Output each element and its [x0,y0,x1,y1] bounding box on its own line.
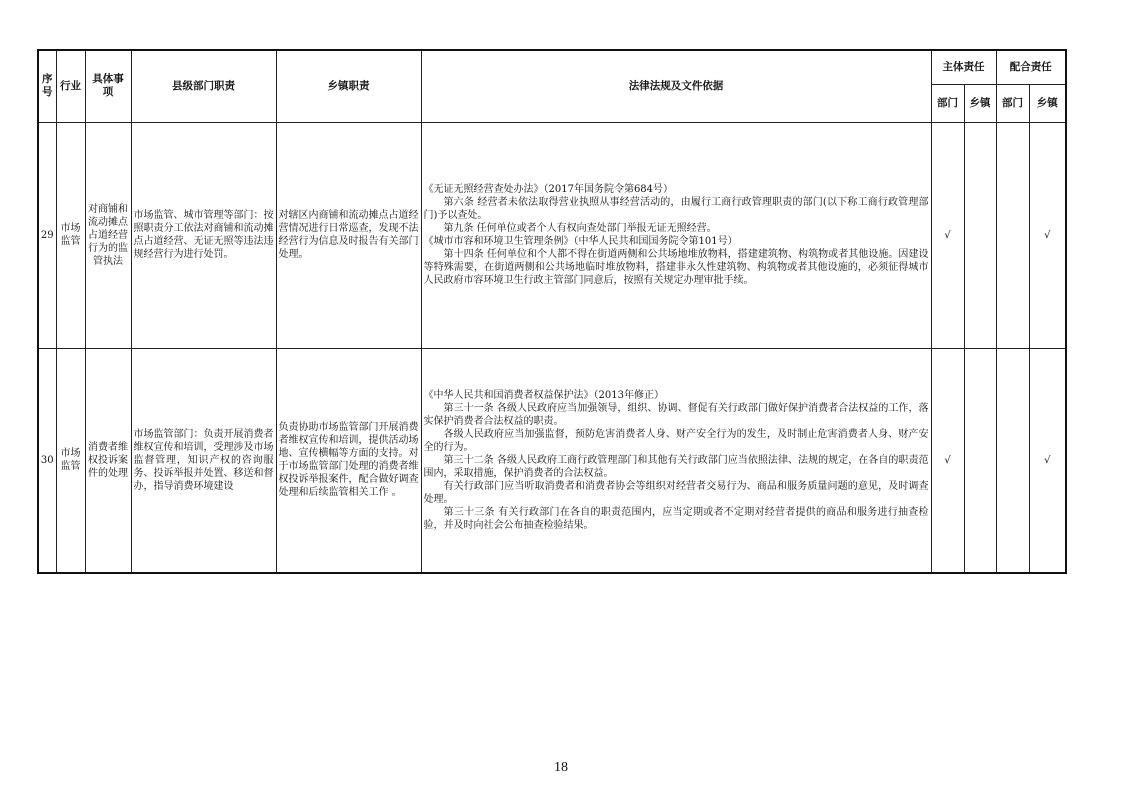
row-industry: 市场监管 [56,122,85,348]
coop-town-check: √ [1029,122,1066,348]
main-dept-check: √ [931,348,964,573]
coop-dept-check [996,122,1029,348]
main-town-check [964,122,996,348]
header-county-duty: 县级部门职责 [131,50,276,122]
law-article: 各级人民政府应当加强监督，预防危害消费者人身、财产安全行为的发生，及时制止危害消费者人身、财产安全的行为。 [423,428,929,453]
main-dept-check: √ [931,122,964,348]
row-seq: 29 [38,122,56,348]
row-seq: 30 [38,348,56,573]
header-row-1 [38,50,1066,84]
row-county-duty: 市场监管、城市管理等部门：按照职责分工依法对商铺和流动摊点占道经营、无证无照等违法违规经营行为进行处罚。 [131,122,276,348]
header-coop-town: 乡镇 [1029,84,1066,122]
law-title: 《中华人民共和国消费者权益保护法》（2013年修正） [423,389,664,401]
law-article: 有关行政部门应当听取消费者和消费者协会等组织对经营者交易行为、商品和服务质量问题的意见，及时调查处理。 [423,480,929,505]
row-town-duty: 负责协助市场监管部门开展消费者维权宣传和培训，提供活动场地、宣传横幅等方面的支持。对于市场监管部门处理的消费者维权投诉举报案件，配合做好调查处理和后续监管相关工作 。 [276,348,421,573]
row-item: 对商铺和流动摊点占道经营行为的监管执法 [85,122,131,348]
coop-dept-check [996,348,1029,573]
header-main-dept: 部门 [931,84,964,122]
header-main-resp: 主体责任 [931,50,996,84]
header-seq: 序号 [38,50,56,122]
row-town-duty: 对辖区内商铺和流动摊点占道经营情况进行日常巡查，发现不法经营行为信息及时报告有关部门处理。 [276,122,421,348]
table-row [38,122,1066,348]
law-article: 第十四条 任何单位和个人都不得在街道两侧和公共场地堆放物料，搭建建筑物、构筑物或者其他设施。因建设等特殊需要，在街道两侧和公共场地临时堆放物料，搭建非永久性建筑物、构筑物或者其他设施的，必须征得城市人民政府市容环境卫生行政主管部门同意后，按照有关规定办理审批手续。 [423,249,929,286]
row-industry: 市场监管 [56,348,85,573]
header-coop-dept: 部门 [996,84,1029,122]
table-row [38,348,1066,573]
law-title: 《无证无照经营查处办法》（2017年国务院令第684号） [423,184,674,195]
row-item: 消费者维权投诉案件的处理 [85,348,131,573]
row-legal-basis [421,348,931,573]
law-article: 第六条 经营者未依法取得营业执照从事经营活动的，由履行工商行政管理职责的部门(以下称工商行政管理部门)予以查处。 [423,197,929,221]
header-town-duty: 乡镇职责 [276,50,421,122]
law-title: 《城市市容和环境卫生管理条例》（中华人民共和国国务院令第101号） [423,236,738,247]
page-number: 18 [554,760,568,775]
law-article: 第三十一条 各级人民政府应当加强领导，组织、协调、督促有关行政部门做好保护消费者合法权益的工作，落实保护消费者合法权益的职责。 [423,402,929,427]
row-county-duty: 市场监管部门：负责开展消费者维权宣传和培训，受理涉及市场监督管理，知识产权的咨询服务、投诉举报并处置、移送和督办，指导消费环境建设 [131,348,276,573]
duty-table [37,49,1067,574]
main-town-check [964,348,996,573]
header-item: 具体事项 [85,50,131,122]
law-article: 第九条 任何单位或者个人有权向查处部门举报无证无照经营。 [443,223,717,234]
law-article: 第三十二条 各级人民政府工商行政管理部门和其他有关行政部门应当依照法律、法规的规定，在各自的职责范围内，采取措施，保护消费者的合法权益。 [423,454,929,479]
coop-town-check: √ [1029,348,1066,573]
header-legal-basis: 法律法规及文件依据 [421,50,931,122]
law-article: 第三十三条 有关行政部门在各自的职责范围内，应当定期或者不定期对经营者提供的商品和服务进行抽查检验，并及时向社会公布抽查检验结果。 [423,506,929,531]
header-main-town: 乡镇 [964,84,996,122]
row-legal-basis [421,122,931,348]
header-coop-resp: 配合责任 [996,50,1066,84]
header-industry: 行业 [56,50,85,122]
